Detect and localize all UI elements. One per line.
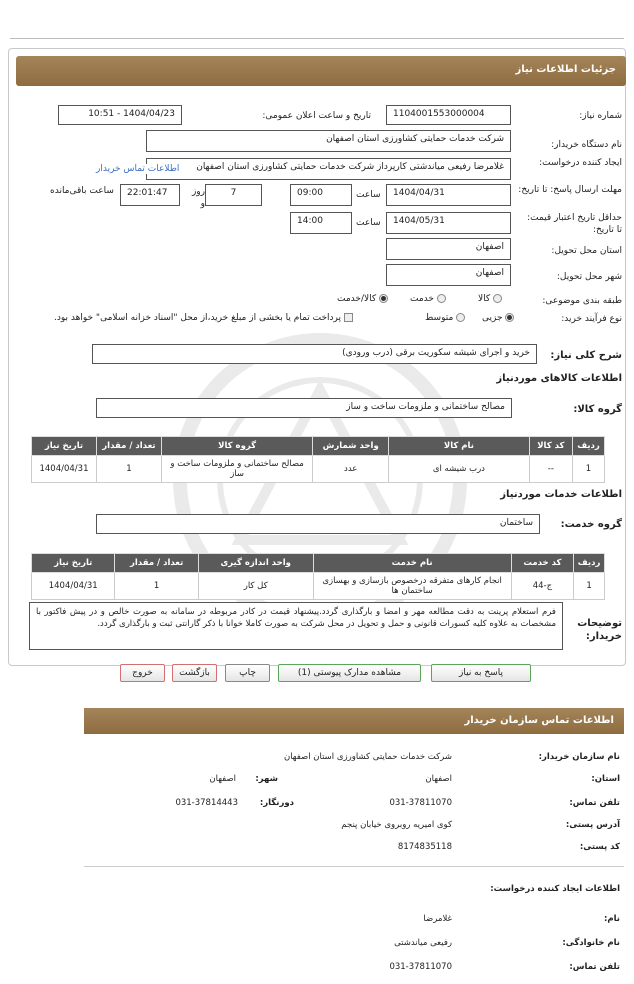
category-service-option[interactable]: خدمت <box>410 294 446 304</box>
price-validity-label: حداقل تاریخ اعتبار قیمت: تا تاریخ: <box>527 213 622 235</box>
goods-cell-name: درب شیشه ای <box>389 456 530 483</box>
goods-col-qty: تعداد / مقدار <box>96 437 161 456</box>
services-col-qty: تعداد / مقدار <box>115 554 198 573</box>
process-partial-radio[interactable] <box>505 313 514 322</box>
reply-date-field: 1404/04/31 <box>386 184 511 206</box>
creator-phone-label: تلفن تماس: <box>569 962 620 972</box>
services-table <box>31 553 605 600</box>
goods-cell-row: 1 <box>573 456 605 483</box>
category-both-radio[interactable] <box>379 294 388 303</box>
treasury-checkbox[interactable] <box>344 313 353 322</box>
contact-province-label: استان: <box>591 774 620 784</box>
services-col-name: نام خدمت <box>313 554 511 573</box>
category-service-radio[interactable] <box>437 294 446 303</box>
remaining-label: ساعت باقی‌مانده <box>50 186 114 196</box>
services-cell-date: 1404/04/31 <box>32 573 115 600</box>
creator-label: ایجاد کننده درخواست: <box>539 158 622 168</box>
reply-deadline-label: مهلت ارسال پاسخ: تا تاریخ: <box>518 185 622 195</box>
services-group-label: گروه خدمت: <box>560 519 622 530</box>
services-group-field: ساختمان <box>96 514 540 534</box>
need-number-label: شماره نیاز: <box>579 111 622 121</box>
creator-family-value: رفیعی میاندشتی <box>394 938 452 948</box>
goods-cell-qty: 1 <box>96 456 161 483</box>
services-section-title: اطلاعات خدمات موردنیاز <box>500 489 622 500</box>
services-col-unit: واحد اندازه گیری <box>198 554 313 573</box>
back-button[interactable]: بازگشت <box>172 664 217 682</box>
buyer-notes-field: فرم استعلام پرینت به دقت مطالعه مهر و امضا و بارگذاری گردد.پیشنهاد قیمت در کادر مربوطه در سامانه به صورت خالص و در پیش فاکتور با مشخصات به علاوه کلیه کسورات قانونی و حمل و تحویل در محل شرکت به صورت کاملا خوانا با ذکر گارانتی ثبت و بارگذاری گردد. <box>29 602 563 650</box>
buyer-label: نام دستگاه خریدار: <box>551 140 622 150</box>
services-col-row: ردیف <box>574 554 605 573</box>
buyer-field: شرکت خدمات حمایتی کشاورزی استان اصفهان <box>146 130 511 152</box>
contact-org-label: نام سازمان خریدار: <box>538 752 620 762</box>
category-goods-radio[interactable] <box>493 294 502 303</box>
category-both-option[interactable]: کالا/خدمت <box>337 294 388 304</box>
goods-cell-date: 1404/04/31 <box>32 456 97 483</box>
summary-label: شرح کلی نیاز: <box>550 350 622 361</box>
contact-city-value: اصفهان <box>209 774 236 784</box>
contact-phone-label: تلفن تماس: <box>569 798 620 808</box>
announce-field: 1404/04/23 - 10:51 <box>58 105 182 125</box>
contact-fax-label: دورنگار: <box>259 798 294 808</box>
services-cell-qty: 1 <box>115 573 198 600</box>
contact-divider <box>84 866 624 867</box>
creator-info-header: اطلاعات ایجاد کننده درخواست: <box>490 884 620 894</box>
creator-field: غلامرضا رفیعی میاندشتی کارپرداز شرکت خدمات حمایتی کشاورزی استان اصفهان <box>146 158 511 180</box>
price-date-field: 1404/05/31 <box>386 212 511 234</box>
city-label: شهر محل تحویل: <box>556 272 622 282</box>
reply-time-field: 09:00 <box>290 184 352 206</box>
treasury-payment-option[interactable]: پرداخت تمام یا بخشی از مبلغ خرید،از محل "اسناد خزانه اسلامی" خواهد بود. <box>54 313 353 323</box>
buyer-notes-label: توضیحات خریدار: <box>577 618 622 642</box>
process-medium-option[interactable]: متوسط <box>425 313 465 323</box>
goods-col-name: نام کالا <box>389 437 530 456</box>
goods-cell-unit: عدد <box>313 456 389 483</box>
summary-field: خرید و اجرای شیشه سکوریت برقی (درب ورودی) <box>92 344 537 364</box>
services-col-code: کد خدمت <box>511 554 574 573</box>
attachments-button[interactable]: مشاهده مدارک پیوستی (1) <box>278 664 421 682</box>
reply-time-label: ساعت <box>356 190 381 200</box>
category-goods-option[interactable]: کالا <box>478 294 502 304</box>
city-field: اصفهان <box>386 264 511 286</box>
creator-name-value: غلامرضا <box>423 914 452 924</box>
goods-col-row: ردیف <box>573 437 605 456</box>
goods-group-field: مصالح ساختمانی و ملزومات ساخت و ساز <box>96 398 512 418</box>
services-cell-name: انجام کارهای متفرقه درخصوص بازسازی و بهسازی ساختمان ها <box>313 573 511 600</box>
table-row <box>32 456 605 483</box>
province-field: اصفهان <box>386 238 511 260</box>
contact-province-value: اصفهان <box>425 774 452 784</box>
goods-col-code: کد کالا <box>529 437 572 456</box>
table-row <box>32 573 605 600</box>
contact-fax-value: 031-37814443 <box>175 798 238 808</box>
goods-col-group: گروه کالا <box>161 437 312 456</box>
goods-cell-code: -- <box>529 456 572 483</box>
services-cell-code: ج-44 <box>511 573 574 600</box>
services-cell-unit: کل کار <box>198 573 313 600</box>
goods-table <box>31 436 605 483</box>
buyer-contact-link[interactable]: اطلاعات تماس خریدار <box>96 164 180 174</box>
need-number-field: 1104001553000004 <box>386 105 511 125</box>
announce-label: تاریخ و ساعت اعلان عمومی: <box>262 111 371 121</box>
contact-phone-value: 031-37811070 <box>389 798 452 808</box>
contact-postal-value: 8174835118 <box>397 842 452 852</box>
goods-cell-group: مصالح ساختمانی و ملزومات ساخت و ساز <box>161 456 312 483</box>
category-label: طبقه بندی موضوعی: <box>542 296 622 306</box>
goods-section-title: اطلاعات کالاهای موردنیاز <box>496 373 622 384</box>
contact-header: اطلاعات تماس سازمان خریدار <box>84 708 624 734</box>
days-label: روز و <box>191 187 205 209</box>
exit-button[interactable]: خروج <box>120 664 165 682</box>
top-divider <box>10 38 624 39</box>
reply-button[interactable]: پاسخ به نیاز <box>431 664 531 682</box>
creator-family-label: نام خانوادگی: <box>562 938 620 948</box>
contact-postal-label: کد پستی: <box>579 842 620 852</box>
remaining-time-field: 22:01:47 <box>120 184 180 206</box>
price-time-label: ساعت <box>356 218 381 228</box>
print-button[interactable]: چاپ <box>225 664 270 682</box>
goods-group-label: گروه کالا: <box>573 404 622 415</box>
days-field: 7 <box>205 184 262 206</box>
services-cell-row: 1 <box>574 573 605 600</box>
process-partial-option[interactable]: جزیی <box>482 313 514 323</box>
contact-address-label: آدرس پستی: <box>565 820 620 830</box>
goods-col-unit: واحد شمارش <box>313 437 389 456</box>
process-label: نوع فرآیند خرید: <box>561 314 622 324</box>
contact-address-value: کوی امیریه روبروی خیابان پنجم <box>341 820 452 830</box>
contact-org-value: شرکت خدمات حمایتی کشاورزی استان اصفهان <box>283 752 452 762</box>
page-title: جزئیات اطلاعات نیاز <box>16 56 626 86</box>
price-time-field: 14:00 <box>290 212 352 234</box>
services-col-date: تاریخ نیاز <box>32 554 115 573</box>
goods-col-date: تاریخ نیاز <box>32 437 97 456</box>
contact-city-label: شهر: <box>255 774 278 784</box>
process-medium-radio[interactable] <box>456 313 465 322</box>
province-label: استان محل تحویل: <box>551 246 622 256</box>
creator-name-label: نام: <box>603 914 620 924</box>
creator-phone-value: 031-37811070 <box>389 962 452 972</box>
